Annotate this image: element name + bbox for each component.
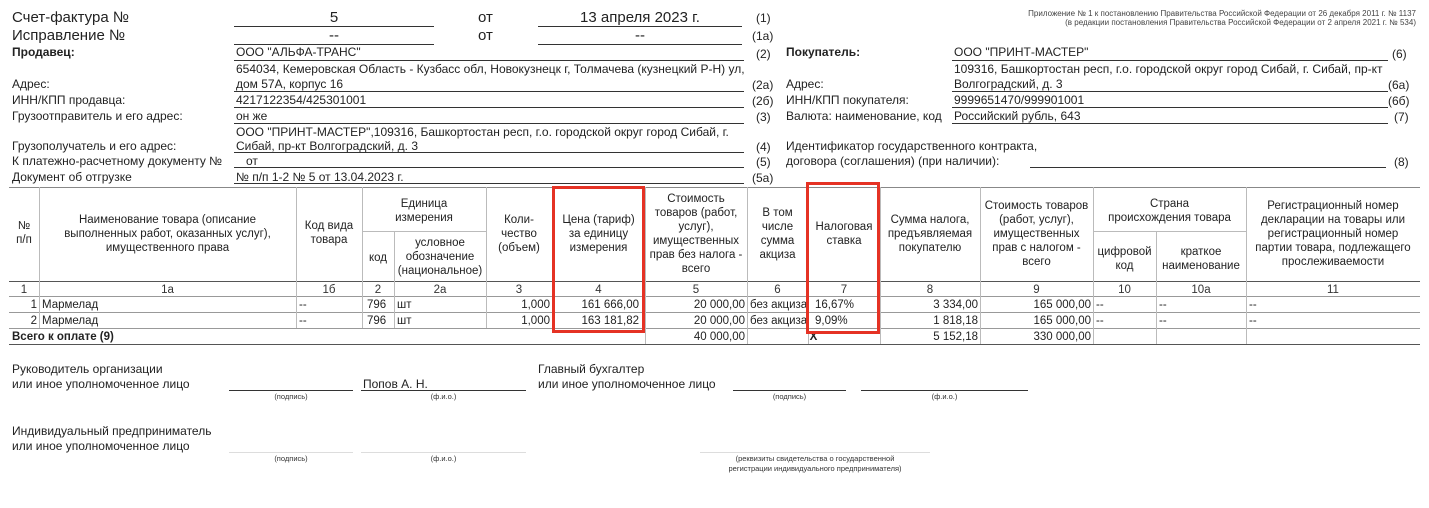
header-total-2: (работ, услуг),: [999, 214, 1074, 226]
buyer-inn-label: ИНН/КПП покупателя:: [786, 93, 909, 107]
row-price: 161 666,00: [581, 299, 639, 311]
row-unit: шт: [397, 299, 412, 311]
row-cost: 20 000,00: [693, 299, 745, 311]
rate-column-highlight: [806, 182, 880, 334]
invoice-label: Счет-фактура №: [12, 9, 129, 26]
paydoc-value: от: [246, 154, 258, 168]
contract-line2: договора (соглашения) (при наличии):: [786, 154, 1000, 168]
correction-number: --: [329, 27, 339, 44]
header-decl-2: декларации на товары или: [1260, 214, 1406, 226]
contract-line1: Идентификатор государственного контракта,: [786, 139, 1038, 153]
row-qty: 1,000: [521, 315, 550, 327]
total-excise: Х: [809, 331, 818, 343]
total-tax: 5 152,18: [933, 331, 978, 343]
line-num-2b: (2б): [752, 94, 774, 108]
head-sign-caption: (подпись): [274, 392, 308, 401]
row-num: 2: [30, 315, 37, 327]
colnum-1: 1: [20, 284, 28, 296]
line-num-8: (8): [1394, 155, 1409, 169]
colnum-5: 5: [692, 284, 700, 296]
header-excise-2: числе: [761, 221, 794, 233]
head-name: Попов А. Н.: [363, 377, 428, 391]
header-unit-1: Единица: [400, 198, 448, 210]
colnum-2a: 2а: [433, 284, 447, 296]
ip-requisites-caption-1: (реквизиты свидетельства о государственной: [735, 454, 895, 463]
buyer-label: Покупатель:: [786, 45, 861, 59]
line-num-5: (5): [756, 155, 771, 169]
consignee-line1: ООО "ПРИНТ-МАСТЕР",109316, Башкортостан респ, г.о. городской округ город Сибай, г.: [236, 125, 729, 139]
colnum-6: 6: [774, 284, 781, 296]
colnum-8: 8: [926, 284, 934, 296]
shipdoc-value: № п/п 1-2 № 5 от 13.04.2023 г.: [236, 170, 404, 184]
header-total-5: всего: [1022, 256, 1051, 268]
header-country-2: происхождения товара: [1108, 212, 1231, 224]
header-cost-1: Стоимость: [667, 193, 725, 205]
colnum-1b: 1б: [322, 284, 336, 296]
seller-label: Продавец:: [12, 45, 75, 59]
consignee-label: Грузополучатель и его адрес:: [12, 139, 177, 153]
line-num-7: (7): [1394, 110, 1409, 124]
row-tax: 1 818,18: [933, 315, 978, 327]
row-num: 1: [30, 299, 37, 311]
header-country-name-2: наименование: [1162, 260, 1240, 272]
line-num-5a: (5а): [752, 171, 774, 185]
appendix-line-1: Приложение № 1 к постановлению Правительства Российской Федерации от 26 декабря 2011 г. № 1137: [1028, 9, 1416, 18]
row-country-code: --: [1096, 299, 1104, 311]
header-cost-6: всего: [681, 263, 711, 275]
header-tax-3: покупателю: [898, 242, 962, 254]
line-num-6: (6): [1392, 47, 1407, 61]
header-total-4: прав с налогом -: [992, 242, 1081, 254]
accountant-fio-caption: (ф.и.о.): [931, 392, 958, 401]
header-qty-3: (объем): [498, 242, 540, 254]
header-excise-4: акциза: [759, 249, 796, 261]
ip-label-2: или иное уполномоченное лицо: [12, 439, 190, 453]
ip-fio-caption: (ф.и.о.): [430, 454, 457, 463]
header-rate-1: Налоговая: [815, 221, 873, 233]
correction-date: --: [635, 27, 645, 44]
row-country-name: --: [1159, 299, 1167, 311]
header-decl-1: Регистрационный номер: [1267, 200, 1399, 212]
header-price-3: измерения: [569, 242, 628, 254]
row-kind: --: [299, 299, 307, 311]
accountant-label-2: или иное уполномоченное лицо: [538, 377, 716, 391]
colnum-10: 10: [1118, 284, 1131, 296]
buyer-address-line1: 109316, Башкортостан респ, г.о. городской округ город Сибай, г. Сибай, пр-кт: [954, 62, 1383, 76]
row-qty: 1,000: [521, 299, 550, 311]
from-label: от: [478, 9, 493, 26]
row-rate: 9,09%: [815, 315, 848, 327]
header-cost-5: прав без налога -: [649, 249, 743, 261]
header-name-1: Наименование товара (описание: [78, 214, 256, 226]
line-num-6a: (6а): [1388, 78, 1410, 92]
header-qty-2: чество: [501, 228, 537, 240]
line-num-3: (3): [756, 110, 771, 124]
colnum-1a: 1а: [161, 284, 174, 296]
total-total: 330 000,00: [1033, 331, 1091, 343]
seller-inn-label: ИНН/КПП продавца:: [12, 93, 126, 107]
row-unit-code: 796: [367, 299, 387, 311]
header-country-code-2: код: [1115, 260, 1134, 272]
header-kind-1: Код вида: [304, 220, 354, 232]
header-unit-name-3: (национальное): [397, 265, 483, 277]
seller-inn-value: 4217122354/425301001: [236, 93, 367, 107]
ip-label-1: Индивидуальный предприниматель: [12, 424, 212, 438]
head-label-2: или иное уполномоченное лицо: [12, 377, 190, 391]
from-label-2: от: [478, 27, 493, 44]
row-cost: 20 000,00: [693, 315, 745, 327]
header-unit-2: измерения: [395, 212, 453, 224]
total-label: Всего к оплате (9): [12, 331, 114, 343]
row-unit-code: 796: [367, 315, 387, 327]
row-price: 163 181,82: [581, 315, 639, 327]
paydoc-label: К платежно-расчетному документу №: [12, 154, 223, 168]
header-cost-3: услуг),: [678, 221, 714, 233]
invoice-number: 5: [329, 9, 339, 26]
head-fio-caption: (ф.и.о.): [430, 392, 457, 401]
header-cost-4: имущественных: [652, 235, 740, 247]
header-total-1: Стоимость товаров: [984, 200, 1089, 212]
header-decl-3: регистрационный номер: [1267, 228, 1399, 240]
colnum-2: 2: [374, 284, 382, 296]
line-num-4: (4): [756, 140, 771, 154]
row-kind: --: [299, 315, 307, 327]
header-cost-2: товаров (работ,: [654, 207, 738, 219]
header-excise-3: сумма: [760, 235, 795, 247]
header-qty-1: Коли-: [504, 214, 534, 226]
buyer-value: ООО "ПРИНТ-МАСТЕР": [954, 45, 1089, 59]
colnum-10a: 10а: [1191, 284, 1211, 296]
row-tax: 3 334,00: [933, 299, 978, 311]
header-price-1: Цена (тариф): [562, 214, 635, 226]
header-unit-code: код: [368, 252, 387, 264]
header-name-3: имущественного права: [105, 242, 230, 254]
header-country-1: Страна: [1149, 198, 1190, 210]
header-decl-4: партии товара, подлежащего: [1255, 242, 1411, 254]
row-decl: --: [1249, 315, 1257, 327]
header-unit-name-2: обозначение: [405, 251, 475, 263]
colnum-11: 11: [1327, 284, 1339, 296]
buyer-address-label: Адрес:: [786, 77, 824, 91]
seller-address-label: Адрес:: [12, 77, 50, 91]
total-cost: 40 000,00: [693, 331, 745, 343]
header-num-sub: п/п: [16, 234, 32, 246]
header-kind-2: товара: [310, 234, 348, 246]
header-country-name-1: краткое: [1180, 246, 1222, 258]
colnum-3: 3: [515, 284, 523, 296]
currency-label: Валюта: наименование, код: [786, 109, 942, 123]
header-unit-name-1: условное: [415, 237, 465, 249]
line-num-2a: (2а): [752, 78, 774, 92]
header-excise-1: В том: [762, 207, 793, 219]
line-num-6b: (6б): [1388, 94, 1410, 108]
header-tax-2: предъявляемая: [887, 228, 973, 240]
row-country-code: --: [1096, 315, 1104, 327]
colnum-9: 9: [1033, 284, 1040, 296]
header-rate-2: ставка: [826, 235, 862, 247]
header-tax-1: Сумма налога,: [890, 214, 970, 226]
shipper-label: Грузоотправитель и его адрес:: [12, 109, 183, 123]
buyer-inn-value: 9999651470/999901001: [954, 93, 1085, 107]
seller-address-line1: 654034, Кемеровская Область - Кузбасс обл, Новокузнецк г, Толмачева (кузнецкий Р-Н) ул,: [236, 62, 745, 76]
header-total-3: имущественных: [993, 228, 1080, 240]
consignee-line2: Сибай, пр-кт Волгоградский, д. 3: [236, 139, 418, 153]
appendix-line-2: (в редакции постановления Правительства Российской Федерации от 2 апреля 2021 г. № 534): [1065, 18, 1416, 27]
header-decl-5: прослеживаемости: [1281, 256, 1385, 268]
line-num-1a: (1а): [752, 29, 774, 43]
row-name: Мармелад: [42, 315, 99, 327]
row-total: 165 000,00: [1033, 315, 1091, 327]
invoice-date: 13 апреля 2023 г.: [580, 9, 700, 26]
row-decl: --: [1249, 299, 1257, 311]
row-name: Мармелад: [42, 299, 99, 311]
ip-requisites-caption-2: регистрации индивидуального предпринимателя): [728, 464, 902, 473]
header-country-code-1: цифровой: [1097, 246, 1152, 258]
correction-label: Исправление №: [12, 27, 126, 44]
row-rate: 16,67%: [815, 299, 855, 311]
line-num-2: (2): [756, 47, 771, 61]
shipper-value: он же: [236, 109, 268, 123]
line-num-1: (1): [756, 11, 771, 25]
seller-value: ООО "АЛЬФА-ТРАНС": [236, 45, 361, 59]
price-column-highlight: [552, 186, 645, 333]
accountant-sign-caption: (подпись): [772, 392, 807, 401]
colnum-7: 7: [840, 284, 848, 296]
row-excise: без акциза: [750, 315, 808, 327]
header-name-2: выполненных работ, оказанных услуг),: [64, 228, 271, 240]
buyer-address-line2: Волгоградский, д. 3: [954, 77, 1063, 91]
ip-sign-caption: (подпись): [274, 454, 308, 463]
row-unit: шт: [397, 315, 412, 327]
row-total: 165 000,00: [1033, 299, 1091, 311]
row-excise: без акциза: [750, 299, 808, 311]
header-price-2: за единицу: [568, 228, 629, 240]
row-country-name: --: [1159, 315, 1167, 327]
shipdoc-label: Документ об отгрузке: [12, 170, 132, 184]
colnum-4: 4: [595, 284, 602, 296]
accountant-label-1: Главный бухгалтер: [538, 362, 645, 376]
currency-value: Российский рубль, 643: [954, 109, 1081, 123]
head-label-1: Руководитель организации: [12, 362, 163, 376]
seller-address-line2: дом 57А, корпус 16: [236, 77, 344, 91]
header-num: №: [17, 220, 31, 232]
